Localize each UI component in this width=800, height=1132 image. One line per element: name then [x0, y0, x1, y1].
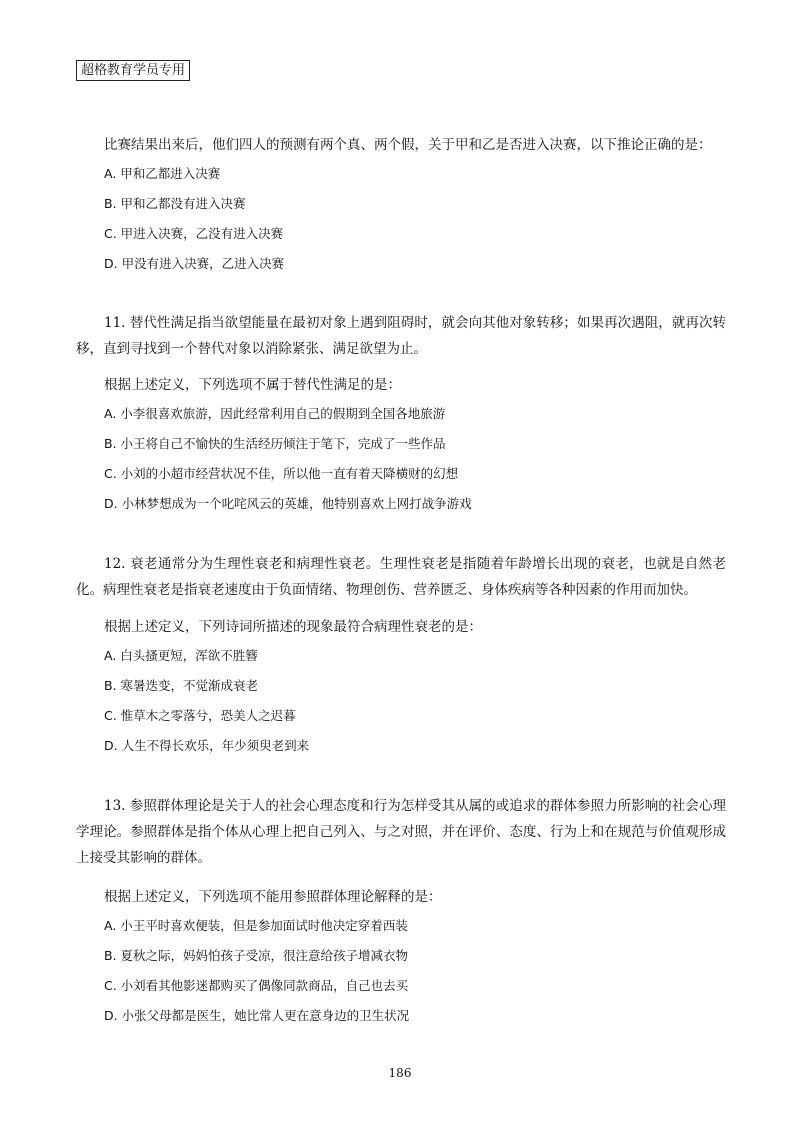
q10-stem: 比赛结果出来后，他们四人的预测有两个真、两个假，关于甲和乙是否进入决赛，以下推论正确的是：	[104, 137, 712, 153]
q13-option-d: D. 小张父母都是医生，她比常人更在意身边的卫生状况	[104, 1008, 410, 1023]
q11-option-c: C. 小刘的小超市经营状况不佳，所以他一直有着天降横财的幻想	[104, 466, 459, 481]
q11-option-d: D. 小林梦想成为一个叱咤风云的英雄，他特别喜欢上网打战争游戏	[104, 496, 472, 511]
q11-option-b: B. 小王将自己不愉快的生活经历倾注于笔下，完成了一些作品	[104, 436, 446, 451]
q12-option-a: A. 白头搔更短，浑欲不胜簪	[104, 648, 258, 663]
q11-text: 11. 替代性满足指当欲望能量在最初对象上遇到阻碍时，就会向其他对象转移；如果再次遇阻，就再次转移，直到寻找到一个替代对象以消除紧张、满足欲望为止。	[76, 315, 726, 357]
q12-prompt: 根据上述定义，下列诗词所描述的现象最符合病理性衰老的是：	[104, 619, 482, 635]
header-label: 超格教育学员专用	[76, 60, 190, 81]
q11-option-a: A. 小李很喜欢旅游，因此经常利用自己的假期到全国各地旅游	[104, 406, 446, 421]
q10-option-b: B. 甲和乙都没有进入决赛	[104, 196, 246, 211]
q12-text: 12. 衰老通常分为生理性衰老和病理性衰老。生理性衰老是指随着年龄增长出现的衰老，也就是自然老化。病理性衰老是指衰老速度由于负面情绪、物理创伤、营养匮乏、身体疾病等各种因素的作用而加快。	[76, 556, 726, 598]
q11-prompt: 根据上述定义，下列选项不属于替代性满足的是：	[104, 377, 401, 393]
q13-option-a: A. 小王平时喜欢便装，但是参加面试时他决定穿着西装	[104, 918, 408, 933]
q12-option-b: B. 寒暑迭变，不觉渐成衰老	[104, 678, 259, 693]
page-number: 186	[388, 1066, 412, 1080]
q12-option-c: C. 惟草木之零落兮，恐美人之迟暮	[104, 708, 296, 723]
q13-text: 13. 参照群体理论是关于人的社会心理态度和行为怎样受其从属的或追求的群体参照力所影响的社会心理学理论。参照群体是指个体从心理上把自己列入、与之对照，并在评价、态度、行为上和在规范与价值观形成上接受其影响的群体。	[76, 798, 726, 866]
q10-option-a: A. 甲和乙都进入决赛	[104, 166, 221, 181]
q10-option-d: D. 甲没有进入决赛，乙进入决赛	[104, 256, 285, 271]
q13-option-b: B. 夏秋之际，妈妈怕孩子受凉，很注意给孩子增减衣物	[104, 948, 409, 963]
q12-option-d: D. 人生不得长欢乐，年少须臾老到来	[104, 738, 310, 753]
q13-option-c: C. 小刘看其他影迷都购买了偶像同款商品，自己也去买	[104, 978, 409, 993]
q13-prompt: 根据上述定义，下列选项不能用参照群体理论解释的是：	[104, 889, 442, 905]
q10-option-c: C. 甲进入决赛，乙没有进入决赛	[104, 226, 284, 241]
